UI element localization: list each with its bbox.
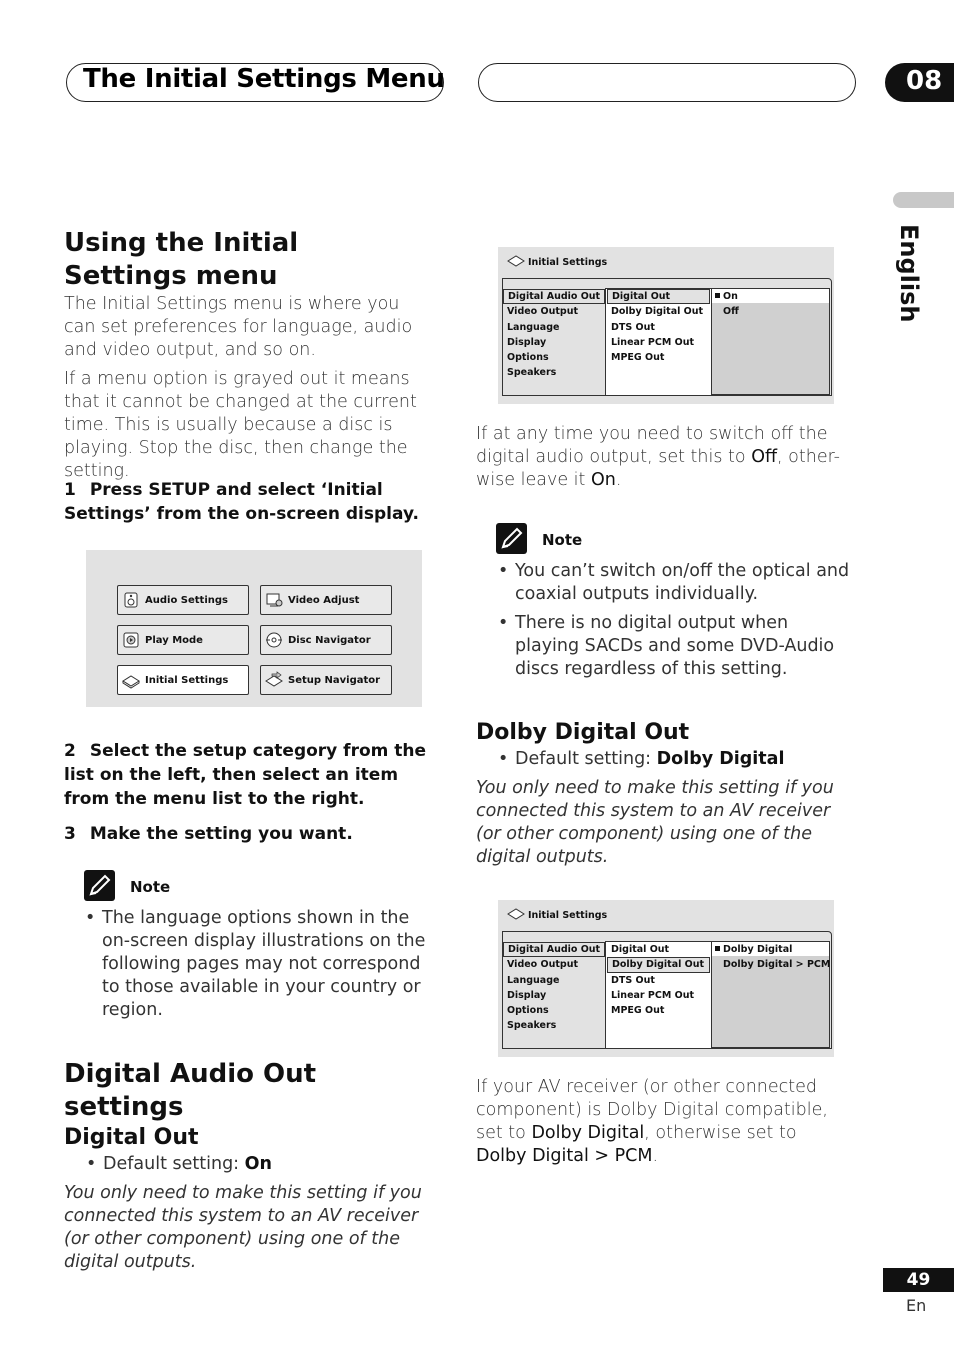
menu-initial-settings-label: Initial Settings [145,674,229,686]
switch-text-1: If at any time you need to switch off the digital audio output, set this to [476,424,828,467]
step-1-text: Press SETUP and select ‘Initial Settings’ from the on-screen display. [64,480,419,524]
navigator-icon [265,671,283,689]
category-video-output: Video Output [507,959,579,971]
language-tab-label: English [895,224,923,323]
item-digital-out: Digital Out [607,289,710,304]
note-bullet-language-text: The language options shown in the on-screen display illustrations on the following pages may not correspond to those available in your country or region. [102,908,426,1020]
section-heading-digital-audio-out: Digital Audio Out settings [64,1059,317,1122]
default-value: On [244,1154,272,1174]
category-digital-audio-out: Digital Audio Out [503,289,605,304]
screen1-option-list [711,289,828,320]
default-label: Default setting: [103,1154,245,1174]
screen2-option-list [711,942,831,973]
category-options: Options [507,352,549,364]
disc-tray-icon [507,908,525,923]
category-language: Language [507,321,560,333]
disc-icon [265,631,283,649]
digital-out-italic-note: You only need to make this setting if you connected this system to an AV receiver (or other component) using one of the digital outputs. [64,1183,422,1272]
item-dolby-digital-out: Dolby Digital Out [611,306,704,318]
screen2-title [507,908,607,923]
menu-disc-navigator [260,625,392,655]
item-dts-out: DTS Out [611,321,655,333]
digital-out-default: • Default setting: On [86,1154,272,1174]
note-bullet-sacd-text: There is no digital output when playing SACDs and some DVD-Audio discs regardless of this setting. [515,613,835,679]
intro-paragraph: The Initial Settings menu is where you can set preferences for language, audio and video output, and so on. [64,294,413,360]
option-dolby-digital [711,942,828,957]
sub-heading-dolby-digital-out: Dolby Digital Out [476,720,690,745]
note-bullet-sacd: • There is no digital output when playing SACDs and some DVD-Audio discs regardless of this setting. [498,613,835,679]
menu-setup-navigator [260,665,392,695]
option-dolby-digital-label: Dolby Digital [723,944,793,955]
av-receiver-paragraph [476,1076,852,1168]
dolby-default-label: Default setting: [515,749,657,769]
step-3-number: 3 [64,824,76,844]
language-tab [893,224,923,324]
page-language: En [906,1296,927,1315]
step-2 [64,739,448,811]
note-bullet-optical: • You can’t switch on/off the optical and coaxial outputs individually. [498,561,850,604]
category-language: Language [507,974,560,986]
note-pencil-icon [84,870,115,901]
chapter-number: 08 [885,63,954,102]
note-bullet-optical-text: You can’t switch on/off the optical and coaxial outputs individually. [515,561,850,604]
step-1-number: 1 [64,480,76,500]
option-dolby-digital-pcm: Dolby Digital > PCM [723,959,831,971]
category-speakers: Speakers [507,1020,557,1032]
item-mpeg-out: MPEG Out [611,352,665,364]
dolby-default: • Default setting: Dolby Digital [498,749,785,769]
disc-tray-icon [507,255,525,270]
section-heading-using-initial-settings: Using the Initial Settings menu [64,228,299,291]
category-options: Options [507,1005,549,1017]
screen1-title [507,255,607,270]
speaker-icon [122,591,140,609]
menu-video-adjust [260,585,392,615]
menu-initial-settings [117,665,249,695]
selected-marker-icon [715,946,720,951]
category-video-output: Video Output [507,306,579,318]
av-dolby-pcm-value: Dolby Digital > PCM [476,1146,653,1166]
sub-heading-digital-out: Digital Out [64,1125,199,1150]
play-mode-icon [122,631,140,649]
note-label-right: Note [542,531,583,549]
av-dolby-digital-value: Dolby Digital [531,1123,645,1143]
grayed-out-paragraph: If a menu option is grayed out it means that it cannot be changed at the current time. This is usually because a disc is playing. Stop the disc, then change the setting. [64,369,417,481]
item-dolby-digital-out: Dolby Digital Out [607,957,710,972]
disc-tray-icon [122,671,140,689]
side-tab-marker [893,192,954,208]
item-linear-pcm-out: Linear PCM Out [611,989,694,1001]
screen1-title-text: Initial Settings [528,257,608,268]
switch-text-end: . [615,470,622,490]
item-dts-out: DTS Out [611,974,655,986]
screen2-item-list [607,942,710,1018]
switch-text-2: , other-wise leave it [476,447,840,490]
option-off: Off [723,306,739,318]
category-display: Display [507,989,547,1001]
screen1-category-list [503,289,605,381]
page-header-title: The Initial Settings Menu [83,64,445,94]
screen1-item-list [607,289,710,365]
av-text-end: . [652,1146,659,1166]
category-display: Display [507,336,547,348]
step-2-text: Select the setup category from the list on the left, then select an item from the menu list to the right. [64,741,427,809]
menu-play-mode-label: Play Mode [145,634,203,646]
av-text-2: , otherwise set to [644,1123,797,1143]
page-number: 49 [883,1268,954,1292]
switch-on-value: On [590,470,616,490]
dolby-italic-note: You only need to make this setting if you connected this system to an AV receiver (or other component) using one of the digital outputs. [476,778,834,867]
item-mpeg-out: MPEG Out [611,1005,665,1017]
menu-disc-navigator-label: Disc Navigator [288,634,371,646]
av-text-1: If your AV receiver (or other connected component) is Dolby Digital compatible, set to [476,1077,828,1143]
menu-play-mode [117,625,249,655]
note-pencil-icon [496,523,527,554]
step-2-number: 2 [64,741,76,761]
screen2-category-list [503,942,605,1034]
menu-setup-navigator-label: Setup Navigator [288,674,381,686]
option-on-label: On [723,291,738,302]
selected-marker-icon [715,293,720,298]
note-label: Note [130,878,171,896]
header-blank-frame [478,63,856,102]
option-on [711,289,828,304]
step-1 [64,478,424,526]
category-digital-audio-out: Digital Audio Out [503,942,605,957]
menu-video-adjust-label: Video Adjust [288,594,360,606]
step-3 [64,822,448,846]
display-icon [265,591,283,609]
screen2-title-text: Initial Settings [528,910,608,921]
category-speakers: Speakers [507,367,557,379]
switch-off-value: Off [751,447,778,467]
dolby-default-value: Dolby Digital [656,749,785,769]
item-linear-pcm-out: Linear PCM Out [611,336,694,348]
switch-off-paragraph [476,423,848,492]
menu-audio-settings [117,585,249,615]
step-3-text: Make the setting you want. [89,824,353,844]
item-digital-out: Digital Out [611,944,670,955]
note-bullet-language: • The language options shown in the on-screen display illustrations on the following pages may not correspond to those available in your country or region. [85,908,426,1020]
menu-audio-settings-label: Audio Settings [145,594,228,606]
